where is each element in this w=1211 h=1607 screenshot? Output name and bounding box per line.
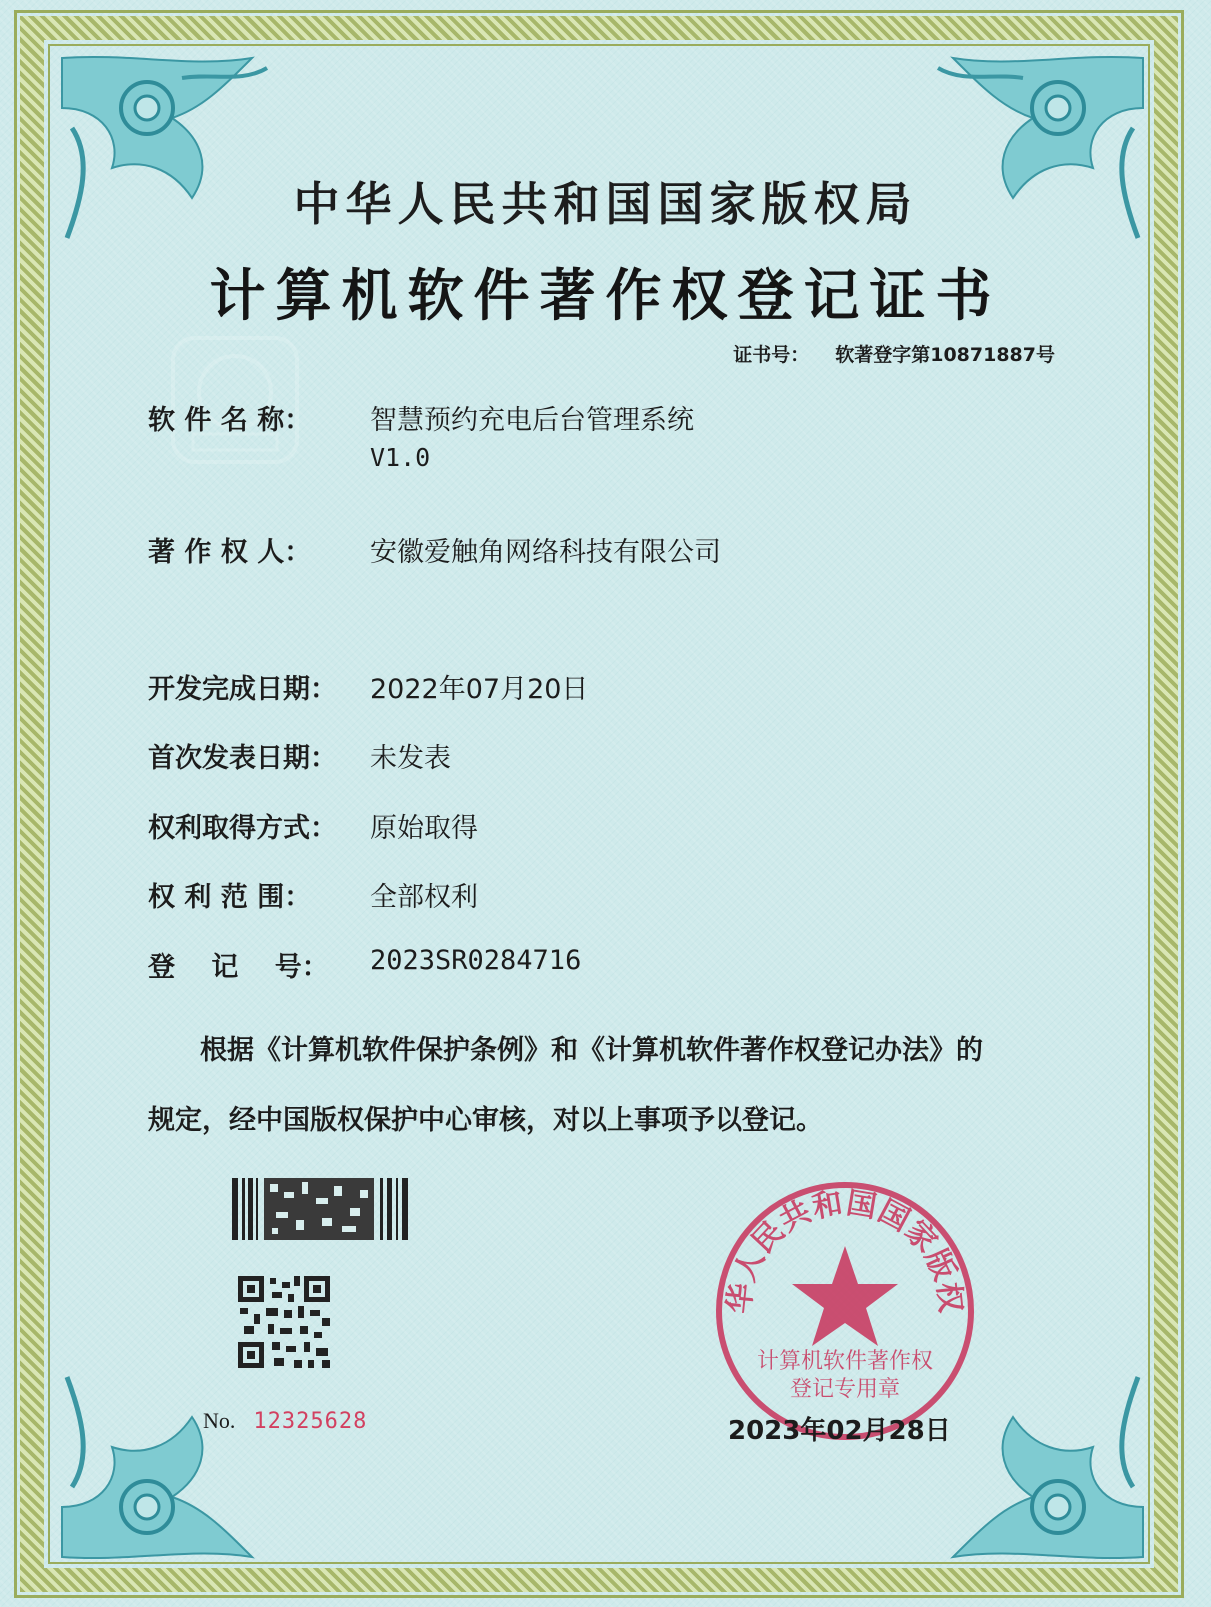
seal-outer-text: 华人民共和国国家版权	[722, 1185, 968, 1316]
field-publish-date	[148, 736, 451, 775]
software-name-label: 软 件 名 称：	[148, 405, 312, 436]
scroll-ornament-icon	[52, 1367, 282, 1567]
scope-value: 全部权利	[370, 882, 478, 913]
certificate-title: 计算机软件著作权登记证书	[209, 263, 1002, 329]
field-acquisition	[148, 806, 478, 845]
issuer-title: 中华人民共和国国家版权局	[293, 177, 918, 231]
completion-date-value: 2022年07月20日	[370, 674, 589, 705]
certificate-number-value: 软著登字第10871887号	[835, 344, 1055, 366]
publish-date-value: 未发表	[370, 743, 451, 774]
acquisition-value: 原始取得	[370, 813, 478, 844]
completion-date-label: 开发完成日期：	[148, 674, 337, 705]
field-owner	[148, 530, 721, 569]
seal-inner-line-2: 登记专用章	[789, 1377, 901, 1402]
software-name-text: 智慧预约充电后台管理系统	[370, 405, 694, 436]
field-software-name	[148, 398, 694, 472]
field-registration-number	[148, 945, 581, 984]
publish-date-label: 首次发表日期：	[148, 743, 337, 774]
registration-number-label: 登 记 号：	[148, 952, 329, 983]
certificate-number-label: 证书号：	[733, 344, 810, 366]
field-completion-date	[148, 667, 588, 706]
software-version: V1.0	[370, 443, 431, 472]
qr-code-icon	[238, 1276, 330, 1368]
issue-date: 2023年02月28日	[728, 1416, 951, 1446]
barcode-icon	[232, 1178, 408, 1240]
legal-paragraph-line-2: 规定，经中国版权保护中心审核，对以上事项予以登记。	[148, 1105, 823, 1136]
field-scope	[148, 875, 478, 914]
certificate-number	[733, 340, 1055, 367]
serial-number-label: No.	[203, 1408, 236, 1433]
serial-number	[203, 1408, 367, 1434]
registration-number-value: 2023SR0284716	[370, 945, 582, 976]
seal-star-icon	[792, 1246, 898, 1346]
scope-label: 权 利 范 围：	[148, 882, 312, 913]
software-name-value	[370, 398, 694, 472]
owner-value: 安徽爱触角网络科技有限公司	[370, 537, 721, 568]
official-seal-stamp	[712, 1178, 978, 1444]
seal-inner-line-1: 计算机软件著作权	[756, 1349, 934, 1374]
owner-label: 著 作 权 人：	[148, 537, 312, 568]
acquisition-label: 权利取得方式：	[148, 813, 337, 844]
legal-paragraph-line-1: 根据《计算机软件保护条例》和《计算机软件著作权登记办法》的	[200, 1035, 983, 1066]
serial-number-value: 12325628	[253, 1409, 368, 1434]
